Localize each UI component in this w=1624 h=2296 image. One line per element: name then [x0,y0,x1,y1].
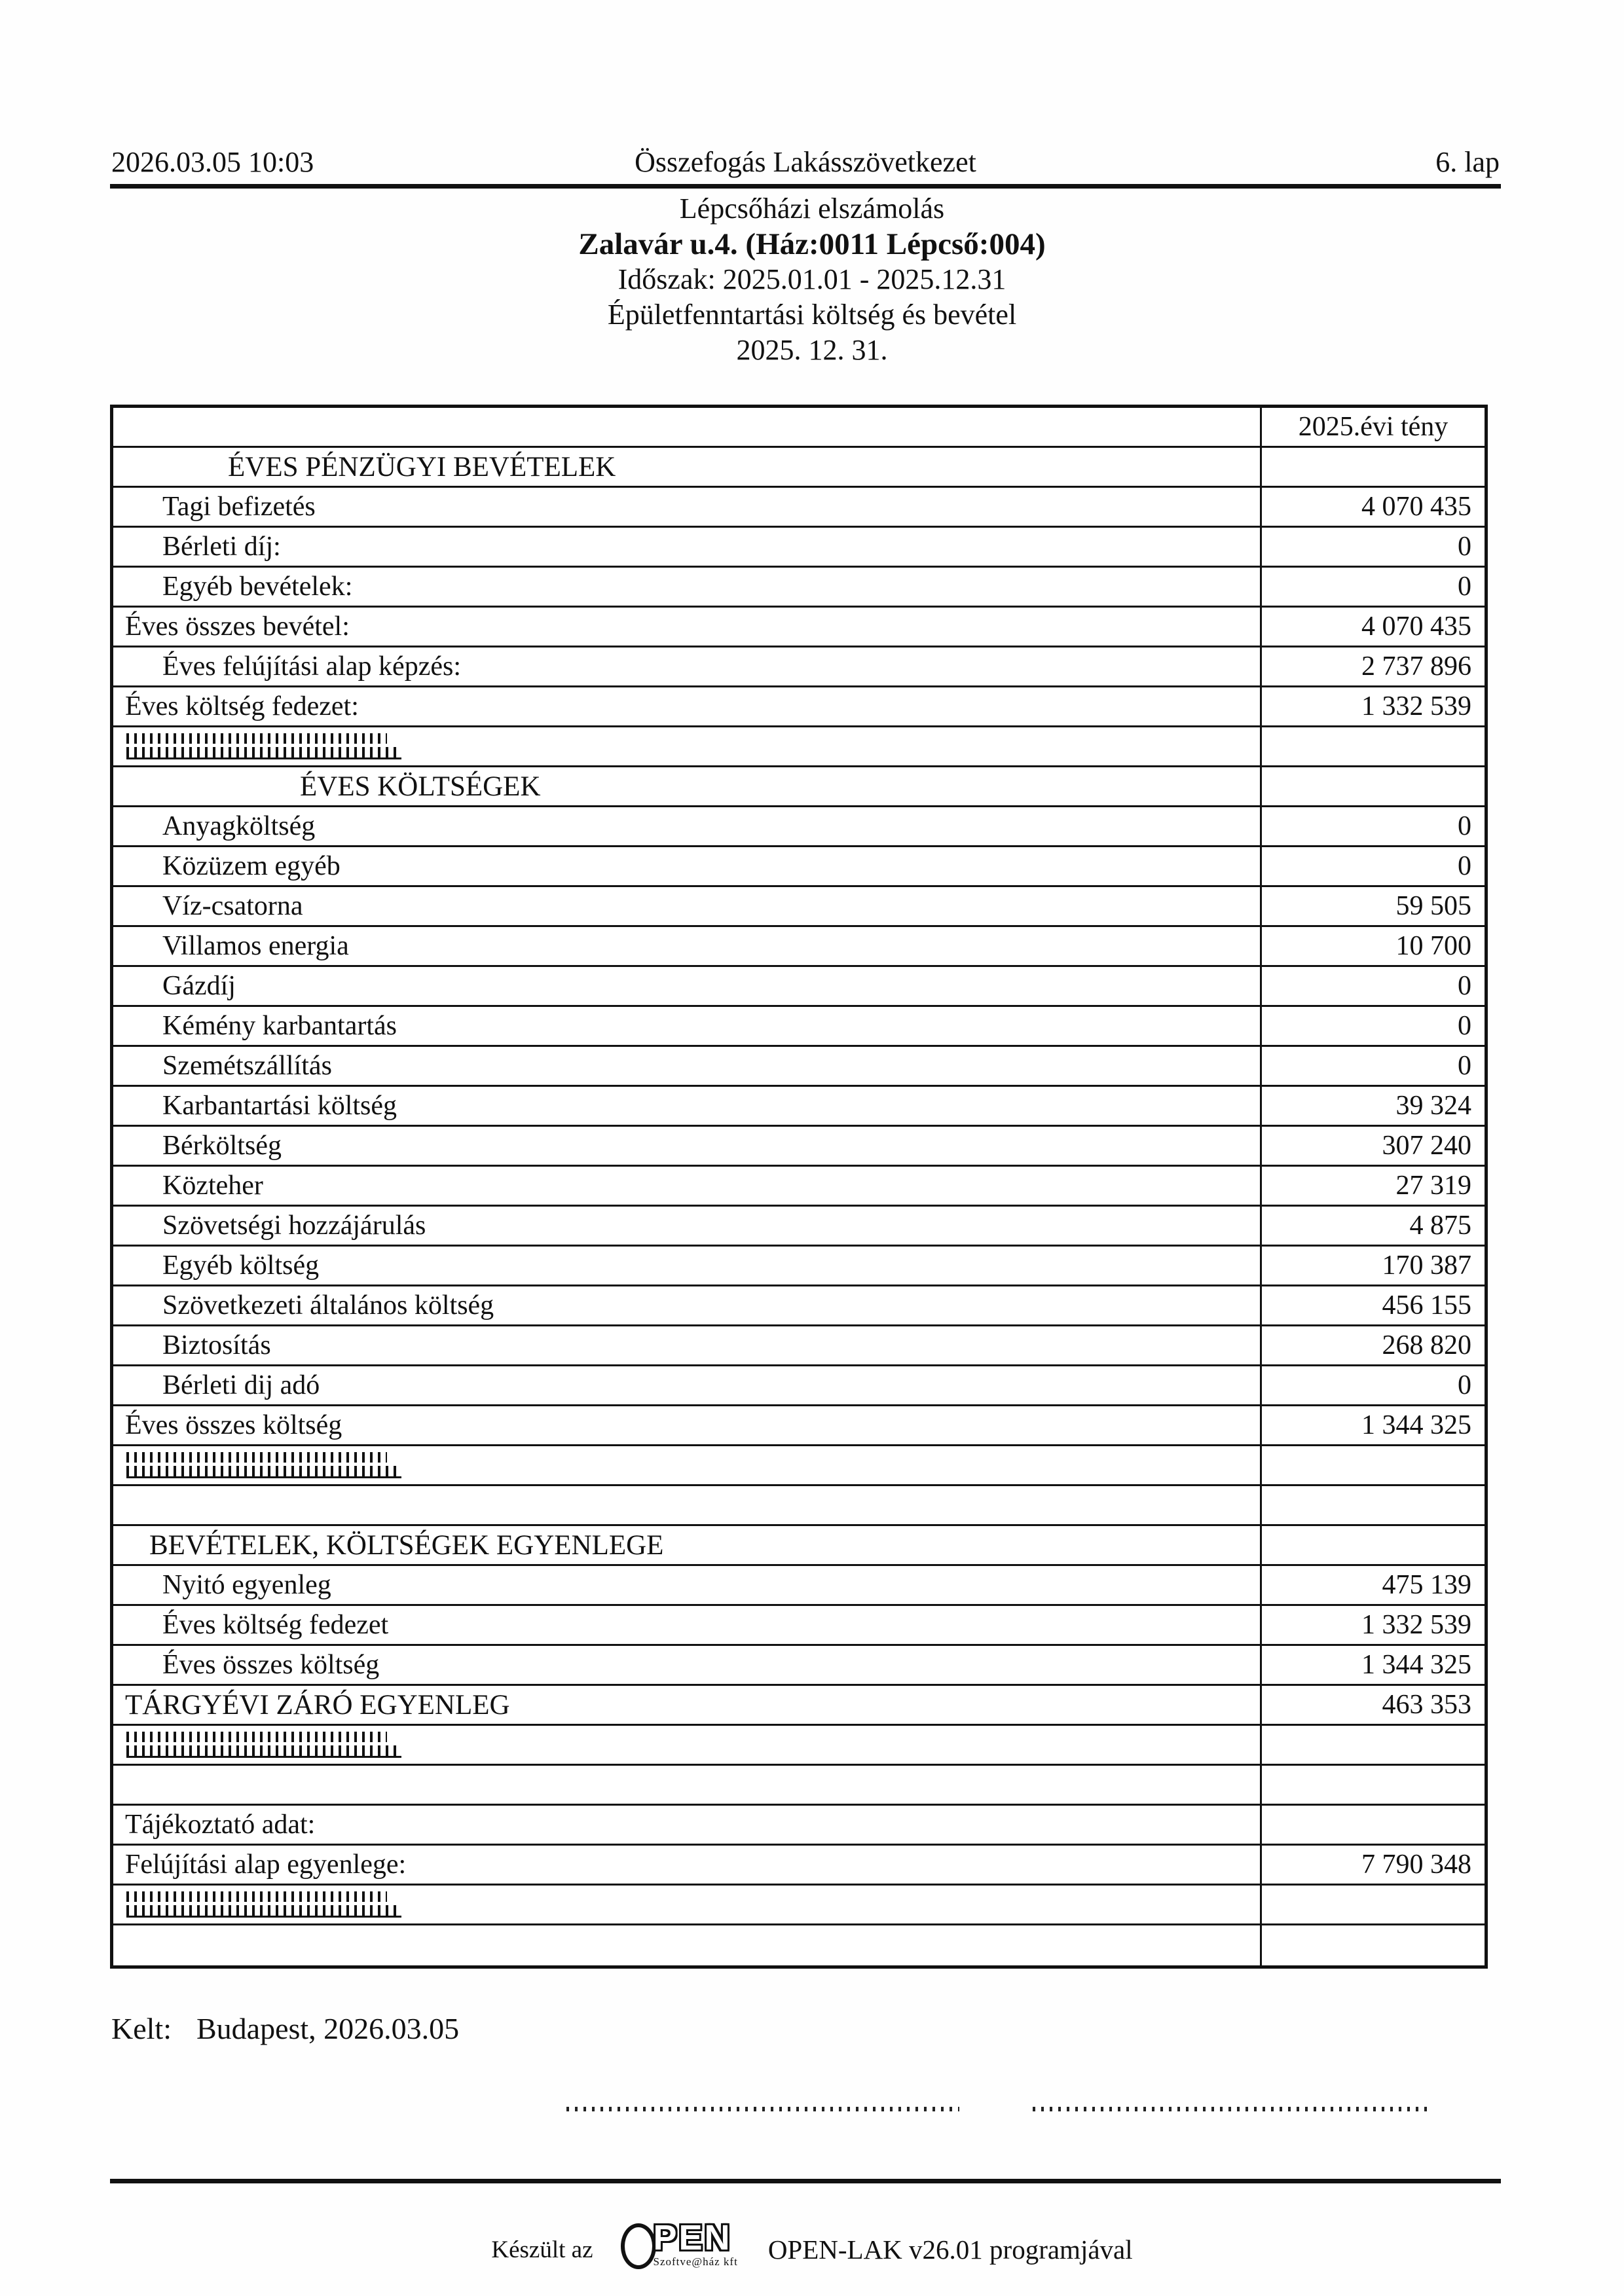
row-value: 170 387 [1382,1250,1471,1281]
stripe-bar [126,1891,387,1902]
row-label: Anyagköltség [113,807,1262,845]
table-row [113,1167,1485,1207]
row-value [1262,1806,1485,1844]
row-value: 0 [1458,1011,1471,1041]
table-row [113,1207,1485,1247]
stripe-bar [126,747,401,759]
report-title: Lépcsőházi elszámolás [679,192,945,225]
table-row [113,568,1485,608]
header-datetime: 2026.03.05 10:03 [111,146,314,178]
section-label: TÁRGYÉVI ZÁRÓ EGYENLEG [113,1686,1262,1724]
footer-rule [110,2179,1501,2183]
table-row [113,488,1485,528]
row-label [113,1486,1262,1524]
table-row [113,847,1485,887]
table-row [113,767,1485,807]
row-label: Szövetkezeti általános költség [113,1286,1262,1324]
row-value [1262,767,1485,805]
row-value [1262,1486,1485,1524]
row-label: Éves költség fedezet: [113,687,1262,725]
table-row [113,1646,1485,1686]
table-row [113,608,1485,647]
stripe-artifact [126,733,401,759]
logo-o-circle-icon [621,2223,656,2269]
report-date: 2025. 12. 31. [736,334,888,366]
table-row [113,807,1485,847]
table-row [113,1446,1485,1486]
table-row [113,1286,1485,1326]
table-row [113,1925,1485,1965]
row-value: 10 700 [1395,931,1471,961]
row-label: Közteher [113,1167,1262,1205]
table-row [113,1366,1485,1406]
open-logo [621,2219,738,2280]
row-label [113,1886,1262,1923]
row-label: Éves felújítási alap képzés: [113,647,1262,685]
dateline [111,2011,459,2046]
report-table [110,405,1488,1969]
row-label: Éves költség fedezet [113,1606,1262,1644]
footer-credit [0,2219,1624,2280]
table-row [113,1127,1485,1167]
row-label: Egyéb költség [113,1247,1262,1285]
row-label: Bérleti dij adó [113,1366,1262,1404]
table-row [113,1087,1485,1127]
row-label: Gázdíj [113,967,1262,1005]
table-row [113,727,1485,767]
row-label [113,1766,1262,1804]
table-row [113,1846,1485,1886]
table-row [113,1526,1485,1566]
dateline-value: Budapest, 2026.03.05 [196,2012,460,2045]
stripe-artifact [126,1732,401,1758]
table-row [113,927,1485,967]
table-row [113,1606,1485,1646]
row-value: 307 240 [1382,1131,1471,1161]
row-value: 4 070 435 [1361,611,1471,642]
row-value: 0 [1458,811,1471,841]
stripe-bar [126,1745,401,1758]
row-label [113,408,1262,446]
building-title: Zalavár u.4. (Ház:0011 Lépcső:004) [578,227,1046,261]
credit-prefix: Készült az [491,2236,593,2263]
row-value: 0 [1458,851,1471,881]
row-value [1262,1526,1485,1564]
row-value: 475 139 [1382,1570,1471,1600]
row-value: 39 324 [1395,1091,1471,1121]
row-value: 0 [1458,532,1471,562]
row-value: 27 319 [1395,1171,1471,1201]
row-value: 1 332 539 [1361,691,1471,721]
row-label: Tájékoztató adat: [113,1806,1262,1844]
row-label: Szemétszállítás [113,1047,1262,1085]
table-row [113,1047,1485,1087]
row-value [1262,1886,1485,1923]
signature-line [1033,2107,1432,2111]
row-label: Villamos energia [113,927,1262,965]
row-label [113,1726,1262,1764]
logo-subtext: Szoftve@ház kft [653,2255,738,2268]
row-label: Felújítási alap egyenlege: [113,1846,1262,1884]
row-value: 0 [1458,1051,1471,1081]
stripe-bar [126,1732,387,1742]
row-value: 1 332 539 [1361,1610,1471,1640]
table-row [113,1566,1485,1606]
row-value: 0 [1458,572,1471,602]
table-row [113,1886,1485,1925]
credit-program: OPEN-LAK v26.01 programjával [767,2234,1133,2265]
row-label: Éves összes költség [113,1406,1262,1444]
row-value: 1 344 325 [1361,1410,1471,1440]
row-value [1262,1726,1485,1764]
row-value: 268 820 [1382,1330,1471,1360]
row-label: Kémény karbantartás [113,1007,1262,1045]
row-value: 4 070 435 [1361,492,1471,522]
stripe-bar [126,1452,387,1463]
table-row [113,967,1485,1007]
row-label [113,727,1262,765]
stripe-artifact [126,1891,401,1918]
logo-pen-letters: PEN [653,2218,732,2257]
row-label: Éves összes bevétel: [113,608,1262,646]
table-row [113,1806,1485,1846]
row-label: Nyitó egyenleg [113,1566,1262,1604]
table-row [113,687,1485,727]
signature-line [566,2107,959,2111]
row-value [1262,1446,1485,1484]
row-value: 1 344 325 [1361,1650,1471,1680]
row-label: Szövetségi hozzájárulás [113,1207,1262,1245]
row-value: 2 737 896 [1361,651,1471,682]
table-row [113,448,1485,488]
table-row [113,528,1485,568]
table-row [113,887,1485,927]
row-value [1262,727,1485,765]
table-row [113,408,1485,448]
row-value [1262,1925,1485,1965]
stripe-artifact [126,1452,401,1478]
stripe-bar [126,1466,401,1478]
table-row [113,1247,1485,1286]
row-value: 463 353 [1382,1690,1471,1720]
row-label: Közüzem egyéb [113,847,1262,885]
row-value [1262,448,1485,486]
dateline-label: Kelt: [111,2012,172,2045]
running-header [111,145,1500,179]
row-label: Bérleti díj: [113,528,1262,566]
section-label: ÉVES KÖLTSÉGEK [113,767,1262,805]
stripe-bar [126,1905,401,1918]
row-label: Tagi befizetés [113,488,1262,526]
table-row [113,1486,1485,1526]
table-row [113,1686,1485,1726]
row-label: Egyéb bevételek: [113,568,1262,606]
report-subtitle: Épületfenntartási költség és bevétel [607,299,1017,331]
stripe-bar [126,733,387,744]
table-row [113,1007,1485,1047]
table-row [113,1726,1485,1766]
row-value: 0 [1458,1370,1471,1400]
row-value: 59 505 [1395,891,1471,921]
row-label: Éves összes költség [113,1646,1262,1684]
row-value: 456 155 [1382,1290,1471,1321]
logo-text-block [654,2219,738,2268]
section-label: BEVÉTELEK, KÖLTSÉGEK EGYENLEGE [113,1526,1262,1564]
row-label [113,1925,1262,1965]
row-label [113,1446,1262,1484]
row-label: Biztosítás [113,1326,1262,1364]
section-label: ÉVES PÉNZÜGYI BEVÉTELEK [113,448,1262,486]
header-rule [110,184,1501,189]
row-value [1262,1766,1485,1804]
row-label: Bérköltség [113,1127,1262,1165]
row-value: 7 790 348 [1361,1850,1471,1880]
period-line: Időszak: 2025.01.01 - 2025.12.31 [618,263,1006,295]
title-block [0,191,1624,368]
signature-area [566,2107,1432,2111]
row-label: Víz-csatorna [113,887,1262,925]
table-row [113,1406,1485,1446]
table-row [113,647,1485,687]
row-value: 4 875 [1409,1211,1471,1241]
row-label: Karbantartási költség [113,1087,1262,1125]
table-row [113,1326,1485,1366]
header-company: Összefogás Lakásszövetkezet [635,146,976,178]
value-column-header: 2025.évi tény [1298,412,1449,442]
table-row [113,1766,1485,1806]
header-page-number: 6. lap [1435,146,1500,178]
row-value: 0 [1458,971,1471,1001]
